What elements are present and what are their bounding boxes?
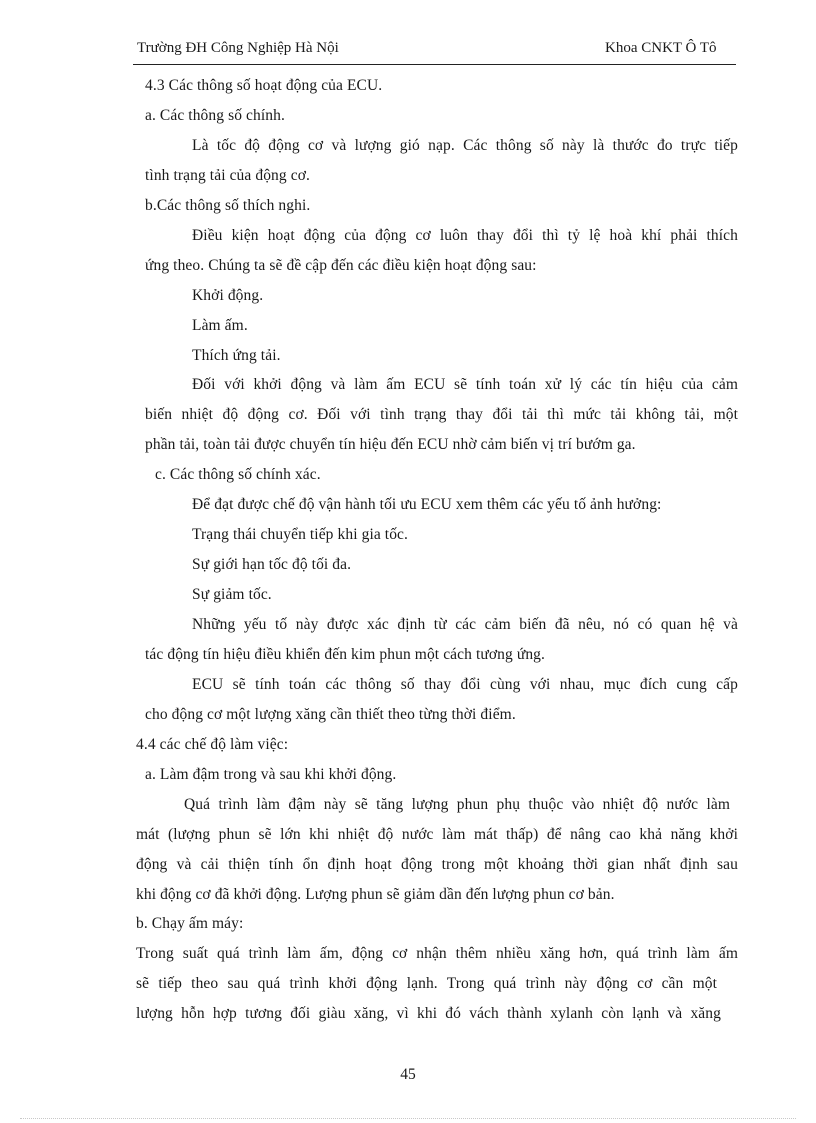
list-item: Sự giới hạn tốc độ tối đa. (192, 556, 352, 573)
subheading-a-2: a. Làm đậm trong và sau khi khởi động. (145, 766, 397, 783)
page-number: 45 (400, 1066, 416, 1083)
list-item: Trạng thái chuyển tiếp khi gia tốc. (192, 526, 409, 543)
subheading-c: c. Các thông số chính xác. (155, 466, 321, 483)
section-heading-4-4: 4.4 các chế độ làm việc: (136, 736, 289, 753)
subheading-b: b.Các thông số thích nghi. (145, 197, 311, 214)
text-line: khi động cơ đã khởi động. Lượng phun sẽ giảm dần đến lượng phun cơ bản. (136, 886, 615, 903)
text-line: cho động cơ một lượng xăng cần thiết theo từng thời điểm. (145, 706, 516, 723)
text-line: tình trạng tải của động cơ. (145, 167, 310, 184)
list-item: Sự giảm tốc. (192, 586, 272, 603)
text-line: tác động tín hiệu điều khiển đến kim phun một cách tương ứng. (145, 646, 546, 663)
text-line: phần tải, toàn tải được chuyển tín hiệu đến ECU nhờ cảm biến vị trí bướm ga. (145, 436, 636, 453)
text-line: Đối với khởi động và làm ấm ECU sẽ tính toán xử lý các tín hiệu của cảm (192, 376, 738, 393)
list-item: Thích ứng tải. (192, 347, 281, 364)
text-line: mát (lượng phun sẽ lớn khi nhiệt độ nước làm mát thấp) để nâng cao khả năng khởi (136, 826, 738, 843)
text-line: Là tốc độ động cơ và lượng gió nạp. Các thông số này là thước đo trực tiếp (192, 137, 738, 154)
list-item: Khởi động. (192, 287, 264, 304)
text-line: ECU sẽ tính toán các thông số thay đổi cùng với nhau, mục đích cung cấp (192, 676, 738, 693)
text-line: Điều kiện hoạt động của động cơ luôn thay đổi thì tỷ lệ hoà khí phải thích (192, 227, 738, 244)
text-line: Những yếu tố này được xác định từ các cảm biến đã nêu, nó có quan hệ và (192, 616, 738, 633)
header-rule (133, 64, 736, 65)
text-line: Trong suất quá trình làm ấm, động cơ nhận thêm nhiều xăng hơn, quá trình làm ấm (136, 945, 738, 962)
text-line: Quá trình làm đậm này sẽ tăng lượng phun phụ thuộc vào nhiệt độ nước làm (184, 796, 730, 813)
header-faculty: Khoa CNKT Ô Tô (605, 40, 717, 56)
text-line: sẽ tiếp theo sau quá trình khởi động lạnh. Trong quá trình này động cơ cần một (136, 975, 717, 992)
header-school: Trường ĐH Công Nghiệp Hà Nội (137, 40, 339, 56)
text-line: lượng hỗn hợp tương đối giàu xăng, vì khi đó vách thành xylanh còn lạnh và xăng (136, 1005, 721, 1022)
text-line: biến nhiệt độ động cơ. Đối với tình trạng thay đổi tải thì mức tải không tải, một (145, 406, 738, 423)
section-heading-4-3: 4.3 Các thông số hoạt động của ECU. (145, 77, 383, 94)
text-line: động và cải thiện tính ổn định hoạt động trong một khoảng thời gian nhất định sau (136, 856, 738, 873)
subheading-b-2: b. Chạy ấm máy: (136, 915, 244, 932)
subheading-a: a. Các thông số chính. (145, 107, 285, 124)
text-line: ứng theo. Chúng ta sẽ đề cập đến các điều kiện hoạt động sau: (145, 257, 537, 274)
page-break-divider (20, 1118, 796, 1119)
text-line: Để đạt được chế độ vận hành tối ưu ECU xem thêm các yếu tố ảnh hưởng: (192, 496, 662, 513)
list-item: Làm ấm. (192, 317, 248, 334)
